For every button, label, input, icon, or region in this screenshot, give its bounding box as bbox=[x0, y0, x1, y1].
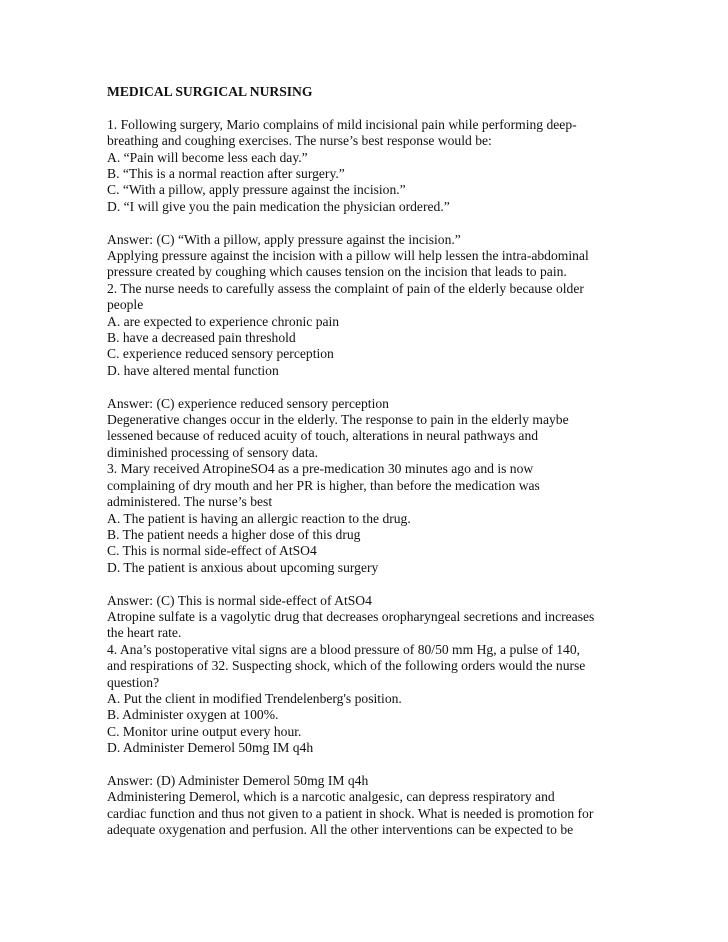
answer-line: Answer: (C) This is normal side-effect of AtSO4 bbox=[107, 592, 372, 608]
question-stem-line: 1. Following surgery, Mario complains of mild incisional pain while performing deep- bbox=[107, 116, 577, 132]
answer-option: A. Put the client in modified Trendelenberg's position. bbox=[107, 690, 402, 706]
answer-option: D. Administer Demerol 50mg IM q4h bbox=[107, 740, 314, 756]
spacer bbox=[107, 576, 627, 592]
answer-line: Answer: (C) “With a pillow, apply pressure against the incision.” bbox=[107, 231, 461, 247]
spacer bbox=[107, 379, 627, 395]
question-stem-line: 2. The nurse needs to carefully assess the complaint of pain of the elderly because older bbox=[107, 280, 584, 296]
answer-line: Answer: (D) Administer Demerol 50mg IM q4h bbox=[107, 772, 369, 788]
answer-option: B. The patient needs a higher dose of this drug bbox=[107, 526, 361, 542]
question-stem-line: breathing and coughing exercises. The nurse’s best response would be: bbox=[107, 133, 492, 149]
answer-option: D. have altered mental function bbox=[107, 362, 279, 378]
question-1 bbox=[107, 117, 627, 281]
answer-option: B. “This is a normal reaction after surgery.” bbox=[107, 166, 345, 182]
answer-option: C. experience reduced sensory perception bbox=[107, 346, 334, 362]
question-stem-line: administered. The nurse’s best bbox=[107, 494, 273, 510]
answer-option: B. Administer oxygen at 100%. bbox=[107, 707, 279, 723]
document-title: MEDICAL SURGICAL NURSING bbox=[107, 84, 313, 99]
question-stem-line: 4. Ana’s postoperative vital signs are a blood pressure of 80/50 mm Hg, a pulse of 140, bbox=[107, 641, 581, 657]
question-stem-line: complaining of dry mouth and her PR is higher, than before the medication was bbox=[107, 477, 540, 493]
answer-option: D. “I will give you the pain medication the physician ordered.” bbox=[107, 198, 450, 214]
answer-option: A. “Pain will become less each day.” bbox=[107, 149, 308, 165]
question-stem-line: question? bbox=[107, 674, 160, 690]
answer-option: C. This is normal side-effect of AtSO4 bbox=[107, 543, 317, 559]
rationale-line: lessened because of reduced acuity of touch, alterations in neural pathways and bbox=[107, 428, 539, 444]
answer-option: C. Monitor urine output every hour. bbox=[107, 723, 302, 739]
rationale-line: pressure created by coughing which causes tension on the incision that leads to pain. bbox=[107, 264, 567, 280]
rationale-line: Applying pressure against the incision with a pillow will help lessen the intra-abdominal bbox=[107, 248, 589, 264]
spacer bbox=[107, 757, 627, 773]
rationale-line: diminished processing of sensory data. bbox=[107, 444, 319, 460]
question-stem-line: people bbox=[107, 297, 144, 313]
rationale-line: Atropine sulfate is a vagolytic drug that decreases oropharyngeal secretions and increases bbox=[107, 608, 595, 624]
question-stem-line: 3. Mary received AtropineSO4 as a pre-medication 30 minutes ago and is now bbox=[107, 461, 534, 477]
document-page bbox=[107, 84, 627, 839]
question-stem-line: and respirations of 32. Suspecting shock, which of the following orders would the nurse bbox=[107, 658, 586, 674]
answer-line: Answer: (C) experience reduced sensory perception bbox=[107, 395, 389, 411]
rationale-line: Administering Demerol, which is a narcotic analgesic, can depress respiratory and bbox=[107, 789, 555, 805]
rationale-line: cardiac function and thus not given to a patient in shock. What is needed is promotion for bbox=[107, 805, 594, 821]
question-3 bbox=[107, 461, 627, 641]
answer-option: A. The patient is having an allergic reaction to the drug. bbox=[107, 510, 411, 526]
spacer bbox=[107, 215, 627, 231]
answer-option: C. “With a pillow, apply pressure against the incision.” bbox=[107, 182, 406, 198]
rationale-line: the heart rate. bbox=[107, 625, 182, 641]
answer-option: A. are expected to experience chronic pain bbox=[107, 313, 340, 329]
question-4 bbox=[107, 642, 627, 839]
answer-option: D. The patient is anxious about upcoming surgery bbox=[107, 559, 379, 575]
rationale-line: adequate oxygenation and perfusion. All the other interventions can be expected to be bbox=[107, 822, 574, 838]
answer-option: B. have a decreased pain threshold bbox=[107, 330, 296, 346]
rationale-line: Degenerative changes occur in the elderly. The response to pain in the elderly maybe bbox=[107, 412, 569, 428]
question-2 bbox=[107, 281, 627, 461]
